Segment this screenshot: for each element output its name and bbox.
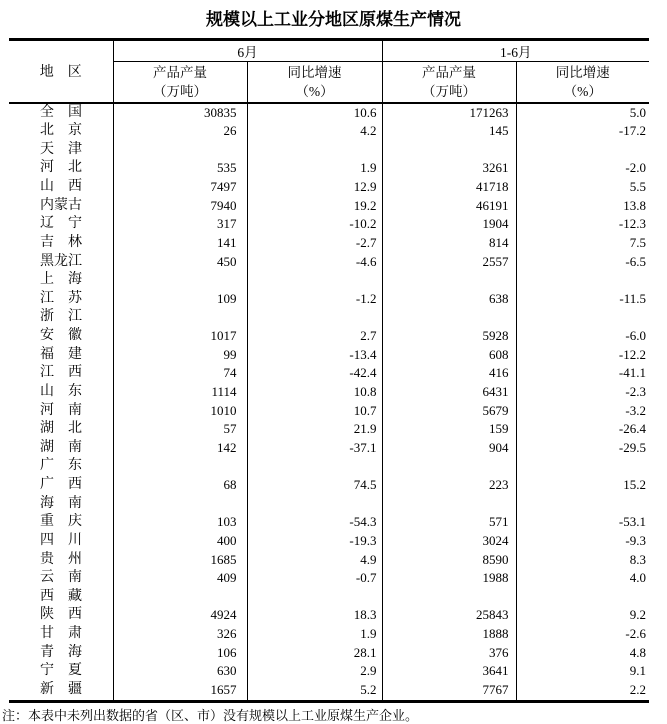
jan-jun-output-cell: 25843 <box>382 606 516 625</box>
june-growth-cell: 18.3 <box>247 606 382 625</box>
june-output-cell: 1017 <box>113 327 247 346</box>
jan-jun-output-cell: 159 <box>382 420 516 439</box>
jan-jun-growth-header-line2: （%） <box>563 83 602 99</box>
region-cell: 山 西 <box>40 179 82 194</box>
june-growth-cell: -42.4 <box>247 364 382 383</box>
region-cell: 河 南 <box>40 402 82 418</box>
region-cell: 黑龙江 <box>40 253 82 269</box>
table-row <box>9 644 649 663</box>
jan-jun-output-header-line1: 产品产量 <box>422 64 476 80</box>
table-row <box>9 476 649 495</box>
region-cell: 海 南 <box>40 495 82 511</box>
table-row <box>9 569 649 588</box>
june-output-cell <box>113 588 247 607</box>
region-cell: 广 西 <box>40 477 82 492</box>
jan-jun-output-cell: 5679 <box>382 402 516 421</box>
region-cell: 天 津 <box>40 141 82 157</box>
region-cell: 青 海 <box>40 644 82 660</box>
jan-jun-output-cell <box>382 457 516 476</box>
june-output-cell: 7497 <box>113 178 247 197</box>
jan-jun-output-header-line2: （万吨） <box>422 83 476 99</box>
june-output-cell: 141 <box>113 234 247 253</box>
table-row <box>9 271 649 290</box>
jan-jun-growth-cell: 5.0 <box>516 103 649 123</box>
table-row <box>9 457 649 476</box>
jan-jun-growth-cell: 5.5 <box>516 178 649 197</box>
jan-jun-growth-cell: -6.5 <box>516 253 649 272</box>
jan-jun-output-cell: 223 <box>382 476 516 495</box>
region-cell: 新 疆 <box>40 681 82 697</box>
june-output-cell <box>113 141 247 160</box>
jan-jun-output-cell: 3024 <box>382 532 516 551</box>
june-output-cell: 106 <box>113 644 247 663</box>
jan-jun-growth-cell: -12.3 <box>516 215 649 234</box>
table-row <box>9 253 649 272</box>
region-cell: 陕 西 <box>40 607 82 623</box>
june-output-cell: 4924 <box>113 606 247 625</box>
region-cell: 四 川 <box>40 532 82 548</box>
table-row <box>9 159 649 178</box>
june-growth-cell: 2.7 <box>247 327 382 346</box>
jan-jun-output-cell: 2557 <box>382 253 516 272</box>
jan-jun-growth-cell <box>516 271 649 290</box>
footnote: 注：本表中未列出数据的省（区、市）没有规模以上工业原煤生产企业。 <box>2 707 419 723</box>
table-row <box>9 532 649 551</box>
june-growth-cell: 12.9 <box>247 178 382 197</box>
jan-jun-output-cell: 6431 <box>382 383 516 402</box>
jan-jun-output-cell: 3641 <box>382 662 516 681</box>
jan-jun-output-cell: 8590 <box>382 551 516 570</box>
june-output-cell: 109 <box>113 290 247 309</box>
jan-jun-output-cell: 416 <box>382 364 516 383</box>
june-growth-cell: 5.2 <box>247 681 382 701</box>
june-output-cell <box>113 271 247 290</box>
region-cell: 山 东 <box>40 383 82 399</box>
jan-jun-output-cell <box>382 308 516 327</box>
region-cell: 北 京 <box>40 123 82 139</box>
jan-jun-output-cell: 1888 <box>382 625 516 644</box>
jan-jun-growth-cell: -12.2 <box>516 346 649 365</box>
june-growth-cell <box>247 308 382 327</box>
june-growth-cell: -1.2 <box>247 290 382 309</box>
jan-jun-growth-cell <box>516 588 649 607</box>
june-output-cell: 450 <box>113 253 247 272</box>
jan-jun-output-cell: 608 <box>382 346 516 365</box>
june-growth-cell: -10.2 <box>247 215 382 234</box>
coal-production-table <box>9 38 649 703</box>
table-row <box>9 662 649 681</box>
region-cell: 西 藏 <box>40 588 82 604</box>
table-row <box>9 308 649 327</box>
june-output-cell <box>113 457 247 476</box>
jan-jun-growth-cell: 4.0 <box>516 569 649 588</box>
table-row <box>9 383 649 402</box>
jan-jun-output-cell: 638 <box>382 290 516 309</box>
jan-jun-growth-cell: -2.0 <box>516 159 649 178</box>
june-output-cell: 1114 <box>113 383 247 402</box>
table-row <box>9 327 649 346</box>
jan-jun-growth-cell: -3.2 <box>516 402 649 421</box>
june-growth-cell: 2.9 <box>247 662 382 681</box>
june-output-cell: 99 <box>113 346 247 365</box>
june-output-cell: 326 <box>113 625 247 644</box>
jan-jun-growth-cell: -26.4 <box>516 420 649 439</box>
jan-jun-growth-cell: 7.5 <box>516 234 649 253</box>
june-growth-cell: 19.2 <box>247 197 382 216</box>
jan-jun-growth-cell <box>516 495 649 514</box>
region-cell: 甘 肃 <box>40 626 82 641</box>
table-row <box>9 439 649 458</box>
jan-jun-growth-cell: 13.8 <box>516 197 649 216</box>
jan-jun-output-cell: 376 <box>382 644 516 663</box>
table-row <box>9 420 649 439</box>
june-growth-header-line2: （%） <box>295 83 334 99</box>
region-cell: 重 庆 <box>40 514 82 530</box>
june-growth-cell <box>247 141 382 160</box>
june-output-cell: 400 <box>113 532 247 551</box>
region-cell: 江 西 <box>40 365 82 381</box>
june-output-cell: 57 <box>113 420 247 439</box>
june-output-header-line2: （万吨） <box>153 83 207 99</box>
region-cell: 宁 夏 <box>40 663 82 679</box>
jan-jun-growth-cell <box>516 308 649 327</box>
jan-jun-growth-cell: -2.6 <box>516 625 649 644</box>
table-row <box>9 606 649 625</box>
table-row <box>9 588 649 607</box>
june-output-cell <box>113 308 247 327</box>
june-output-cell: 317 <box>113 215 247 234</box>
jan-jun-growth-header <box>516 62 649 103</box>
jan-jun-growth-cell: -17.2 <box>516 122 649 141</box>
jan-jun-output-cell: 7767 <box>382 681 516 701</box>
region-cell: 广 东 <box>40 458 82 474</box>
table-row <box>9 364 649 383</box>
jan-jun-output-cell <box>382 141 516 160</box>
june-growth-cell: -19.3 <box>247 532 382 551</box>
table-row <box>9 122 649 141</box>
region-cell: 福 建 <box>40 346 82 362</box>
jan-jun-output-cell: 5928 <box>382 327 516 346</box>
jan-jun-output-cell: 3261 <box>382 159 516 178</box>
jan-jun-group-header: 1-6月 <box>382 40 649 62</box>
june-output-cell: 30835 <box>113 103 247 123</box>
table-row <box>9 103 649 123</box>
jan-jun-output-cell: 571 <box>382 513 516 532</box>
region-cell: 湖 北 <box>40 421 82 437</box>
jan-jun-growth-cell: -41.1 <box>516 364 649 383</box>
jan-jun-output-cell: 171263 <box>382 103 516 123</box>
june-output-cell: 142 <box>113 439 247 458</box>
jan-jun-growth-cell: 9.1 <box>516 662 649 681</box>
june-growth-cell: 4.2 <box>247 122 382 141</box>
jan-jun-growth-cell: -11.5 <box>516 290 649 309</box>
jan-jun-output-cell <box>382 588 516 607</box>
june-output-header <box>113 62 247 103</box>
table-header <box>9 40 649 103</box>
june-output-cell: 409 <box>113 569 247 588</box>
jan-jun-output-header <box>382 62 516 103</box>
june-growth-cell: -2.7 <box>247 234 382 253</box>
table-row <box>9 234 649 253</box>
region-cell: 安 徽 <box>40 328 82 343</box>
region-cell: 上 海 <box>40 272 82 288</box>
june-growth-cell: 21.9 <box>247 420 382 439</box>
jan-jun-output-cell: 41718 <box>382 178 516 197</box>
jan-jun-growth-cell: -9.3 <box>516 532 649 551</box>
june-growth-header-line1: 同比增速 <box>287 64 342 80</box>
june-output-cell: 1685 <box>113 551 247 570</box>
june-growth-cell <box>247 588 382 607</box>
jan-jun-output-cell: 814 <box>382 234 516 253</box>
table-row <box>9 215 649 234</box>
region-cell: 内蒙古 <box>40 197 82 213</box>
june-growth-cell: 28.1 <box>247 644 382 663</box>
jan-jun-output-cell: 904 <box>382 439 516 458</box>
june-output-cell: 26 <box>113 122 247 141</box>
region-column-header: 地 区 <box>9 40 113 103</box>
jan-jun-growth-cell: -6.0 <box>516 327 649 346</box>
header-row-groups <box>9 40 649 62</box>
table-body <box>9 103 649 702</box>
region-cell: 全 国 <box>40 104 82 120</box>
june-growth-cell: 10.8 <box>247 383 382 402</box>
june-growth-cell: -37.1 <box>247 439 382 458</box>
june-growth-cell: 1.9 <box>247 625 382 644</box>
jan-jun-growth-cell: 8.3 <box>516 551 649 570</box>
region-cell: 湖 南 <box>40 439 82 455</box>
page-title: 规模以上工业分地区原煤生产情况 <box>206 10 461 29</box>
region-cell: 贵 州 <box>40 551 82 567</box>
jan-jun-growth-cell: 4.8 <box>516 644 649 663</box>
jan-jun-growth-cell <box>516 141 649 160</box>
june-growth-cell: -4.6 <box>247 253 382 272</box>
jan-jun-growth-cell: 2.2 <box>516 681 649 701</box>
june-output-cell: 535 <box>113 159 247 178</box>
table-row <box>9 178 649 197</box>
june-output-cell: 630 <box>113 662 247 681</box>
jan-jun-growth-cell: -29.5 <box>516 439 649 458</box>
june-output-header-line1: 产品产量 <box>153 64 207 80</box>
table-row <box>9 402 649 421</box>
june-output-cell: 1010 <box>113 402 247 421</box>
june-growth-cell: 10.7 <box>247 402 382 421</box>
table-row <box>9 197 649 216</box>
jan-jun-output-cell <box>382 271 516 290</box>
june-growth-cell <box>247 457 382 476</box>
jan-jun-output-cell <box>382 495 516 514</box>
jan-jun-growth-cell: -2.3 <box>516 383 649 402</box>
region-cell: 江 苏 <box>40 290 82 306</box>
jan-jun-growth-cell <box>516 457 649 476</box>
june-output-cell: 103 <box>113 513 247 532</box>
june-output-cell: 7940 <box>113 197 247 216</box>
jan-jun-output-cell: 1904 <box>382 215 516 234</box>
june-growth-header <box>247 62 382 103</box>
region-cell: 河 北 <box>40 160 82 176</box>
jan-jun-growth-header-line1: 同比增速 <box>555 64 610 80</box>
jan-jun-output-cell: 1988 <box>382 569 516 588</box>
june-output-cell <box>113 495 247 514</box>
june-growth-cell: 74.5 <box>247 476 382 495</box>
table-row <box>9 551 649 570</box>
june-growth-cell: 10.6 <box>247 103 382 123</box>
table-row <box>9 681 649 701</box>
june-growth-cell: -54.3 <box>247 513 382 532</box>
june-growth-cell: 1.9 <box>247 159 382 178</box>
june-growth-cell: -13.4 <box>247 346 382 365</box>
table-row <box>9 513 649 532</box>
table-row <box>9 625 649 644</box>
table-row <box>9 346 649 365</box>
jan-jun-growth-cell: 9.2 <box>516 606 649 625</box>
table-row <box>9 495 649 514</box>
jan-jun-output-cell: 145 <box>382 122 516 141</box>
june-output-cell: 74 <box>113 364 247 383</box>
table-row <box>9 290 649 309</box>
june-growth-cell <box>247 271 382 290</box>
table-row <box>9 141 649 160</box>
june-growth-cell <box>247 495 382 514</box>
june-output-cell: 1657 <box>113 681 247 701</box>
june-growth-cell: -0.7 <box>247 569 382 588</box>
june-group-header: 6月 <box>113 40 382 62</box>
june-output-cell: 68 <box>113 476 247 495</box>
june-growth-cell: 4.9 <box>247 551 382 570</box>
jan-jun-growth-cell: -53.1 <box>516 513 649 532</box>
region-cell: 辽 宁 <box>40 216 82 232</box>
region-cell: 云 南 <box>40 570 82 586</box>
region-cell: 浙 江 <box>40 309 82 325</box>
jan-jun-output-cell: 46191 <box>382 197 516 216</box>
region-cell: 吉 林 <box>40 234 82 250</box>
jan-jun-growth-cell: 15.2 <box>516 476 649 495</box>
